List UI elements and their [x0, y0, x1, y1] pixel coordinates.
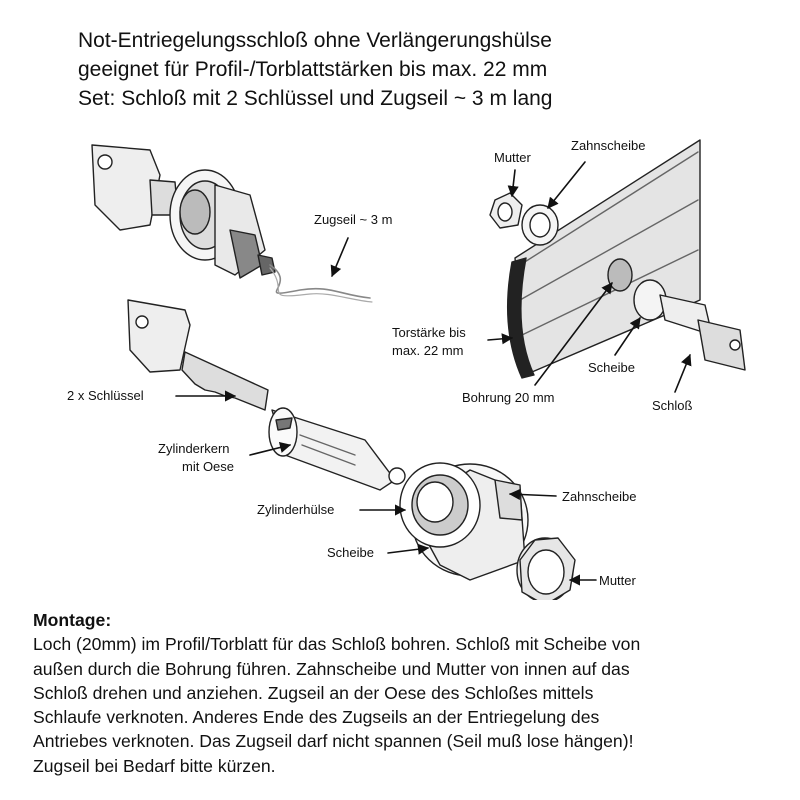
arrow-mutter-top: [512, 170, 515, 196]
arrow-zugseil: [332, 238, 348, 276]
label-zylinderhuelse: Zylinderhülse: [257, 502, 335, 517]
label-schluessel: 2 x Schlüssel: [67, 388, 144, 403]
label-zugseil: Zugseil ~ 3 m: [314, 212, 393, 227]
label-mutter-left: Mutter: [599, 573, 636, 588]
cylinder-housing-drawing: [400, 463, 575, 600]
label-zylinderkern-1: Zylinderkern: [158, 441, 230, 456]
header-line-3: Set: Schloß mit 2 Schlüssel und Zugseil ~ 3 m lang: [78, 87, 553, 110]
montage-title: Montage:: [33, 610, 112, 630]
label-schloss: Schloß: [652, 398, 693, 413]
montage-line-1: Loch (20mm) im Profil/Torblatt für das Schloß bohren. Schloß mit Scheibe von: [33, 634, 641, 655]
cylinder-core-drawing: [269, 408, 405, 490]
header-line-2: geeignet für Profil-/Torblattstärken bis max. 22 mm: [78, 58, 548, 81]
arrow-schloss: [675, 355, 690, 392]
montage-line-4: Schlaufe verknoten. Anderes Ende des Zugseils an der Entriegelung des: [33, 707, 600, 728]
label-zylinderkern-2: mit Oese: [182, 459, 235, 474]
montage-line-5: Antriebes verknoten. Das Zugseil darf nicht spannen (Seil muß lose hängen)!: [33, 731, 634, 752]
arrow-zahnscheibe-top: [548, 162, 585, 208]
label-torstaerke-2: max. 22 mm: [392, 343, 464, 358]
label-scheibe-right: Scheibe: [588, 360, 635, 375]
label-torstaerke-1: Torstärke bis: [392, 325, 466, 340]
header-line-1: Not-Entriegelungsschloß ohne Verlängerungshülse: [78, 29, 552, 52]
arrow-torstaerke: [488, 338, 512, 340]
montage-line-6: Zugseil bei Bedarf bitte kürzen.: [33, 755, 276, 776]
door-panel-drawing: [490, 140, 745, 378]
label-scheibe-left: Scheibe: [327, 545, 374, 560]
spare-key-drawing: [128, 300, 268, 410]
montage-line-2: außen durch die Bohrung führen. Zahnscheibe und Mutter von innen auf das: [33, 658, 630, 679]
label-zahnscheibe-top: Zahnscheibe: [571, 138, 646, 153]
label-bohrung: Bohrung 20 mm: [462, 390, 555, 405]
label-mutter-top: Mutter: [494, 150, 531, 165]
label-zahnscheibe-left: Zahnscheibe: [562, 489, 637, 504]
montage-line-3: Schloß drehen und anziehen. Zugseil an der Oese des Schloßes mittels: [33, 682, 594, 703]
montage-instructions: [33, 608, 783, 778]
